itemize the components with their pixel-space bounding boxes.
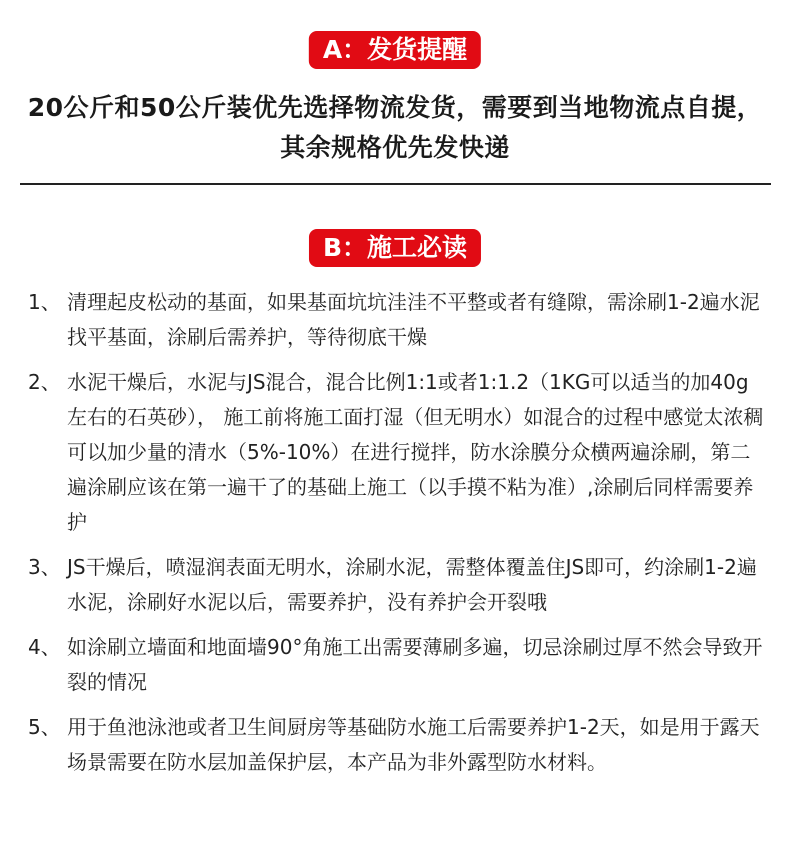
construction-steps-list [0,285,790,790]
step-number: 5、 [28,715,61,739]
step-item-1 [0,285,790,355]
step-number: 4、 [28,635,61,659]
step-text: 水泥干燥后，水泥与JS混合，混合比例1:1或者1:1.2（1KG可以适当的加40g左右的石英砂）， 施工前将施工面打湿（但无明水）如混合的过程中感觉太浓稠可以加少量的清水（5%-10%）在进行搅拌，防水涂膜分众横两遍涂刷，第二遍涂刷应该在第一遍干了的基础上施工（以手摸不粘为准）,涂刷后同样需要养护 [67,370,764,534]
shipping-notice-text: 20公斤和50公斤装优先选择物流发货，需要到当地物流点自提，其余规格优先发快递 [27,93,763,162]
step-number: 3、 [28,555,61,579]
step-item-4 [0,630,790,700]
step-number: 2、 [28,370,61,394]
section-a-badge: A：发货提醒 [309,31,481,69]
step-text: 清理起皮松动的基面，如果基面坑坑洼洼不平整或者有缝隙，需涂刷1-2遍水泥找平基面，涂刷后需养护，等待彻底干燥 [67,290,760,349]
step-item-2 [0,365,790,540]
step-text: 用于鱼池泳池或者卫生间厨房等基础防水施工后需要养护1-2天，如是用于露天场景需要在防水层加盖保护层，本产品为非外露型防水材料。 [67,715,760,774]
step-number: 1、 [28,290,61,314]
step-text: 如涂刷立墙面和地面墙90°角施工出需要薄刷多遍，切忌涂刷过厚不然会导致开裂的情况 [67,635,763,694]
step-item-3 [0,550,790,620]
step-item-5 [0,710,790,780]
section-b-badge: B：施工必读 [309,229,481,267]
step-text: JS干燥后，喷湿润表面无明水，涂刷水泥，需整体覆盖住JS即可，约涂刷1-2遍水泥，涂刷好水泥以后，需要养护，没有养护会开裂哦 [67,555,757,614]
section-divider [20,183,771,185]
